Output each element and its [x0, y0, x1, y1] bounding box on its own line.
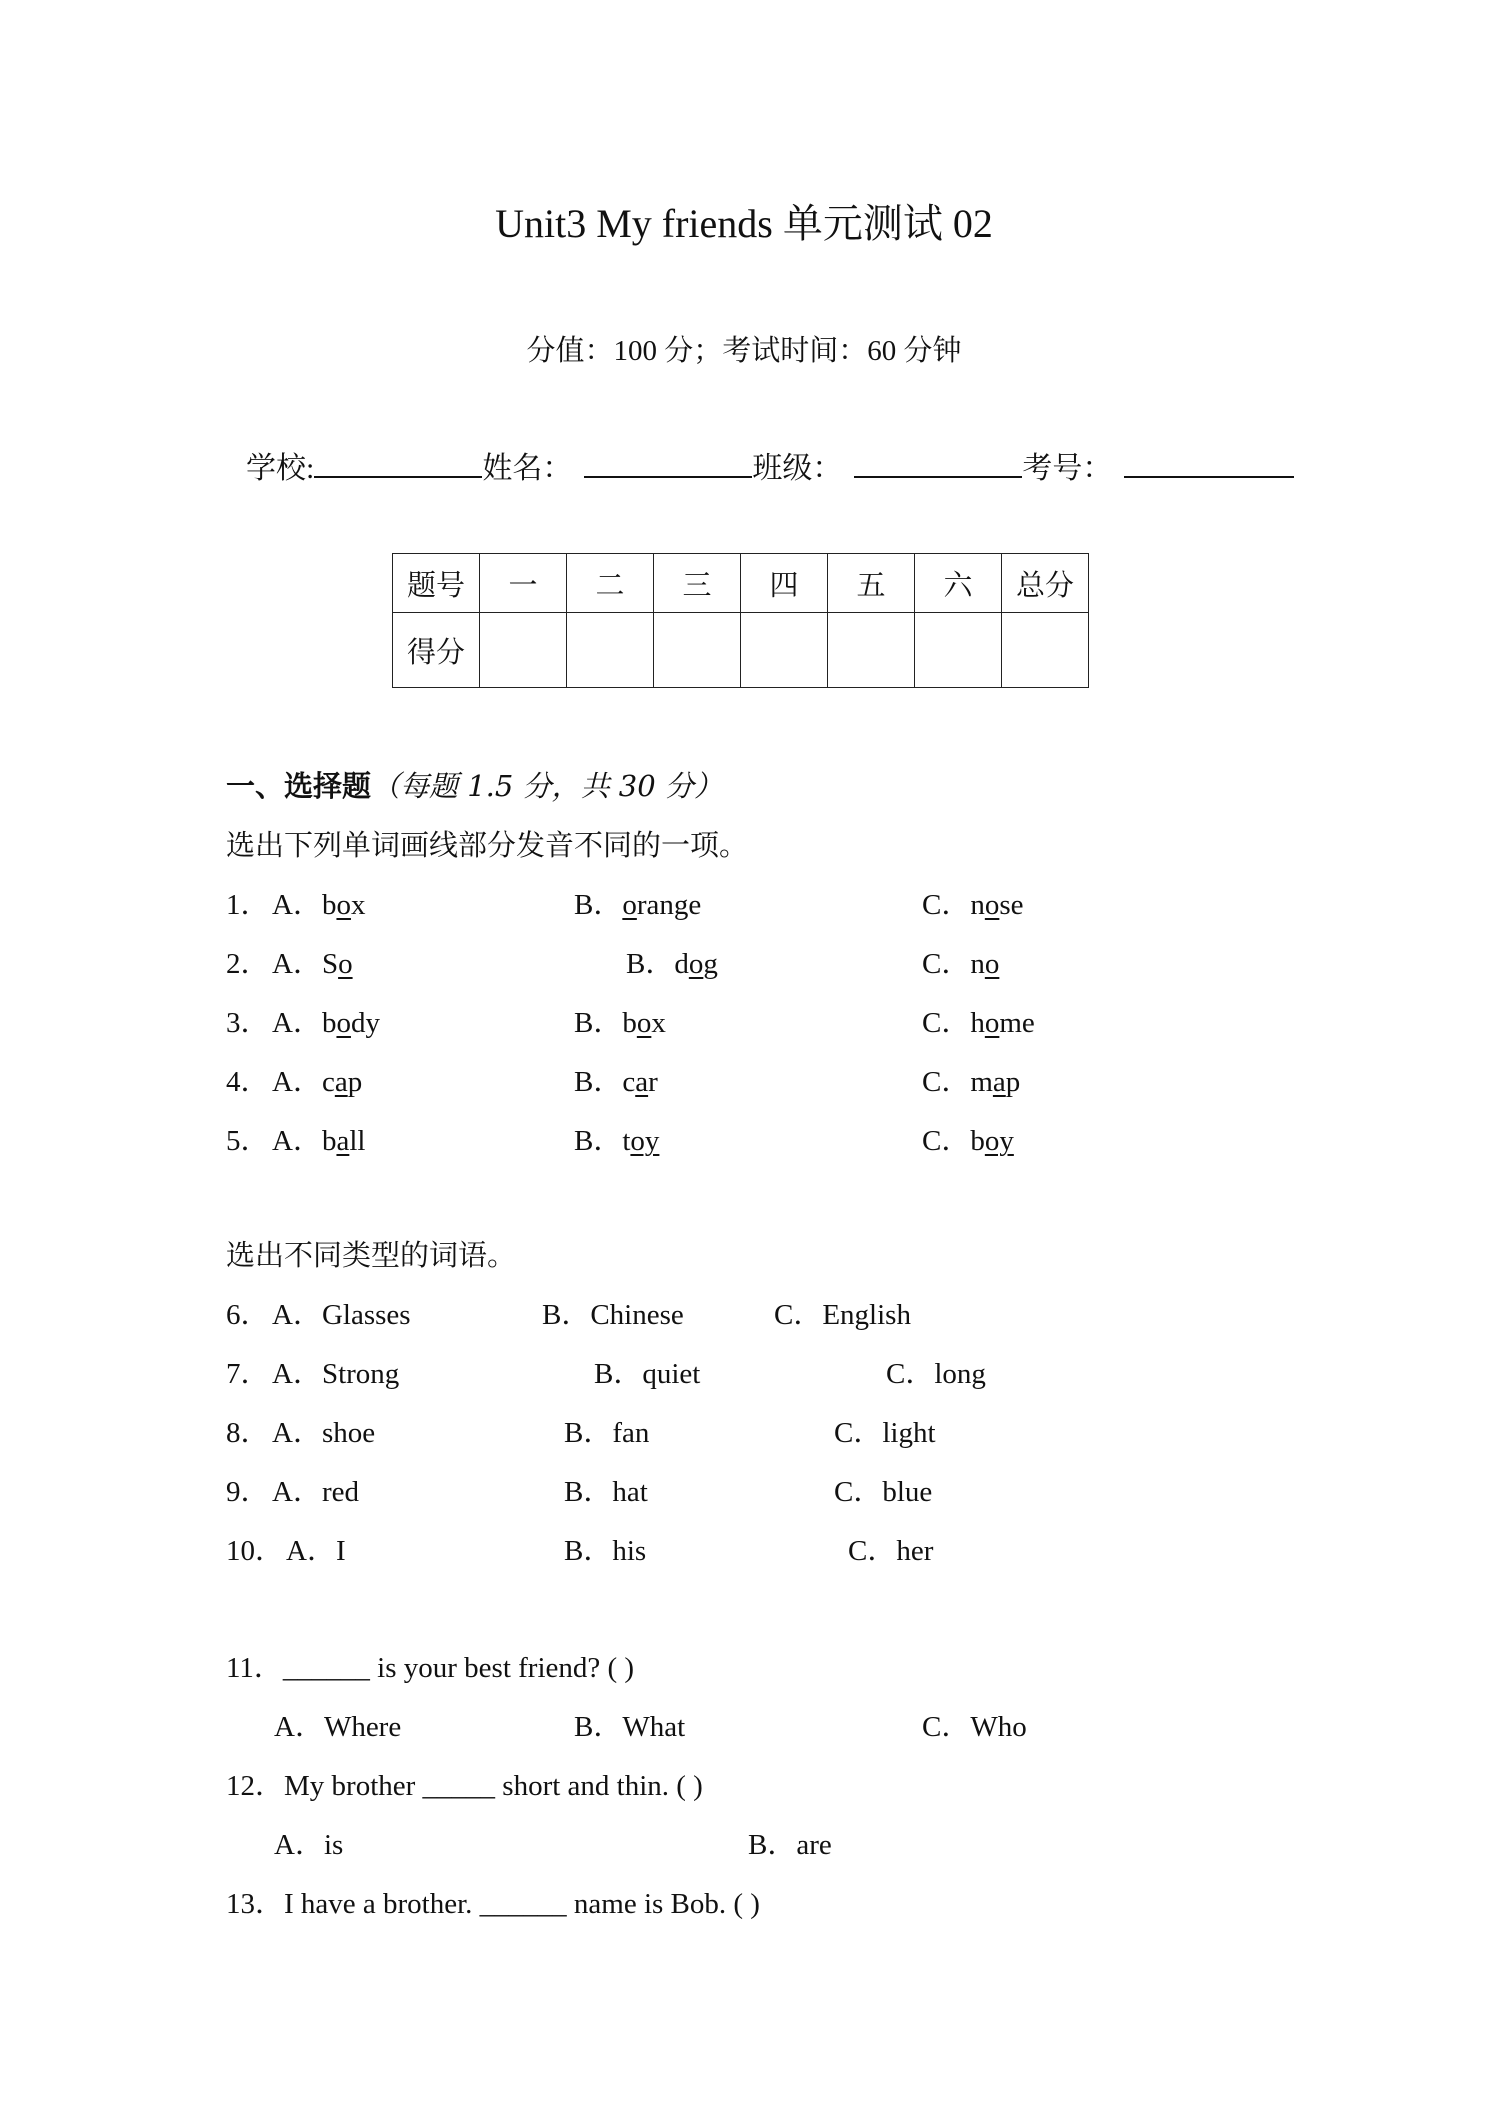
- question-number: 4．: [226, 1066, 270, 1098]
- option-a[interactable]: A．Strong: [272, 1358, 400, 1390]
- question-number: 8．: [226, 1417, 270, 1449]
- question-number: 1．: [226, 889, 270, 921]
- question-number: 7．: [226, 1358, 270, 1390]
- option-a[interactable]: A．body: [272, 1007, 380, 1039]
- instruction-pronunciation: 选出下列单词画线部分发音不同的一项。: [226, 830, 749, 862]
- exam-no-label: 考号：: [1022, 452, 1113, 485]
- name-label: 姓名：: [482, 452, 573, 485]
- score-header-cell: 四: [741, 554, 828, 613]
- option-b[interactable]: B．his: [564, 1535, 647, 1567]
- option-b[interactable]: B．quiet: [594, 1358, 701, 1390]
- question-stem: 12．My brother _____ short and thin. ( ): [226, 1770, 703, 1802]
- option-c[interactable]: C．home: [922, 1007, 1035, 1039]
- exam-subtitle: 分值：100 分；考试时间：60 分钟: [526, 335, 962, 367]
- option-a[interactable]: A．box: [272, 889, 366, 921]
- option-c[interactable]: C．light: [834, 1417, 936, 1449]
- student-info-line: [246, 443, 1294, 487]
- option-b[interactable]: B．are: [748, 1829, 832, 1861]
- question-number: 9．: [226, 1476, 270, 1508]
- score-cell[interactable]: [915, 613, 1002, 688]
- option-a[interactable]: A．I: [286, 1535, 346, 1567]
- section-heading: [226, 764, 723, 805]
- section-title: 一、选择题: [226, 769, 372, 803]
- score-table: [392, 553, 1089, 688]
- page-title: Unit3 My friends 单元测试 02: [495, 201, 993, 246]
- option-b[interactable]: B．box: [574, 1007, 666, 1039]
- score-header-cell: 六: [915, 554, 1002, 613]
- score-cell[interactable]: [828, 613, 915, 688]
- score-row-label: 得分: [393, 613, 480, 688]
- score-cell[interactable]: [1002, 613, 1089, 688]
- option-c[interactable]: C．Who: [922, 1711, 1027, 1743]
- score-table-score-row: [393, 613, 1089, 688]
- question-number: 10．: [226, 1535, 285, 1567]
- option-a[interactable]: A．Where: [274, 1711, 402, 1743]
- school-label: 学校:: [246, 452, 315, 485]
- class-label: 班级：: [752, 452, 843, 485]
- score-cell[interactable]: [741, 613, 828, 688]
- question-number: 3．: [226, 1007, 270, 1039]
- option-b[interactable]: B．hat: [564, 1476, 648, 1508]
- question-number: 2．: [226, 948, 270, 980]
- option-b[interactable]: B．fan: [564, 1417, 650, 1449]
- option-a[interactable]: A．cap: [272, 1066, 363, 1098]
- option-a[interactable]: A．shoe: [272, 1417, 376, 1449]
- option-a[interactable]: A．red: [272, 1476, 359, 1508]
- section-note: （每题 1.5 分，共 30 分）: [371, 769, 723, 803]
- option-c[interactable]: C．long: [886, 1358, 986, 1390]
- question-number: 5．: [226, 1125, 270, 1157]
- score-cell[interactable]: [654, 613, 741, 688]
- class-blank[interactable]: [854, 446, 1022, 478]
- option-b[interactable]: B．toy: [574, 1125, 660, 1157]
- option-b[interactable]: B．dog: [626, 948, 718, 980]
- question-stem: 11．______ is your best friend? ( ): [226, 1652, 635, 1684]
- option-c[interactable]: C．boy: [922, 1125, 1014, 1157]
- option-c[interactable]: C．her: [848, 1535, 934, 1567]
- option-c[interactable]: C．English: [774, 1299, 911, 1331]
- option-a[interactable]: A．So: [272, 948, 353, 980]
- score-header-cell: 五: [828, 554, 915, 613]
- score-header-cell: 总分: [1002, 554, 1089, 613]
- score-header-cell: 题号: [393, 554, 480, 613]
- option-c[interactable]: C．no: [922, 948, 1000, 980]
- school-blank[interactable]: [314, 446, 482, 478]
- option-b[interactable]: B．Chinese: [542, 1299, 684, 1331]
- question-number: 6．: [226, 1299, 270, 1331]
- score-header-cell: 二: [567, 554, 654, 613]
- question-stem: 13．I have a brother. ______ name is Bob. ( ): [226, 1888, 760, 1920]
- instruction-word-type: 选出不同类型的词语。: [226, 1240, 517, 1272]
- score-cell[interactable]: [567, 613, 654, 688]
- option-c[interactable]: C．map: [922, 1066, 1021, 1098]
- option-a[interactable]: A．is: [274, 1829, 344, 1861]
- score-cell[interactable]: [480, 613, 567, 688]
- option-b[interactable]: B．orange: [574, 889, 702, 921]
- name-blank[interactable]: [584, 446, 752, 478]
- option-a[interactable]: A．Glasses: [272, 1299, 411, 1331]
- option-c[interactable]: C．blue: [834, 1476, 933, 1508]
- option-b[interactable]: B．car: [574, 1066, 658, 1098]
- score-header-cell: 一: [480, 554, 567, 613]
- option-b[interactable]: B．What: [574, 1711, 686, 1743]
- score-header-cell: 三: [654, 554, 741, 613]
- option-c[interactable]: C．nose: [922, 889, 1024, 921]
- exam-no-blank[interactable]: [1124, 446, 1294, 478]
- option-a[interactable]: A．ball: [272, 1125, 366, 1157]
- score-table-header-row: [393, 554, 1089, 613]
